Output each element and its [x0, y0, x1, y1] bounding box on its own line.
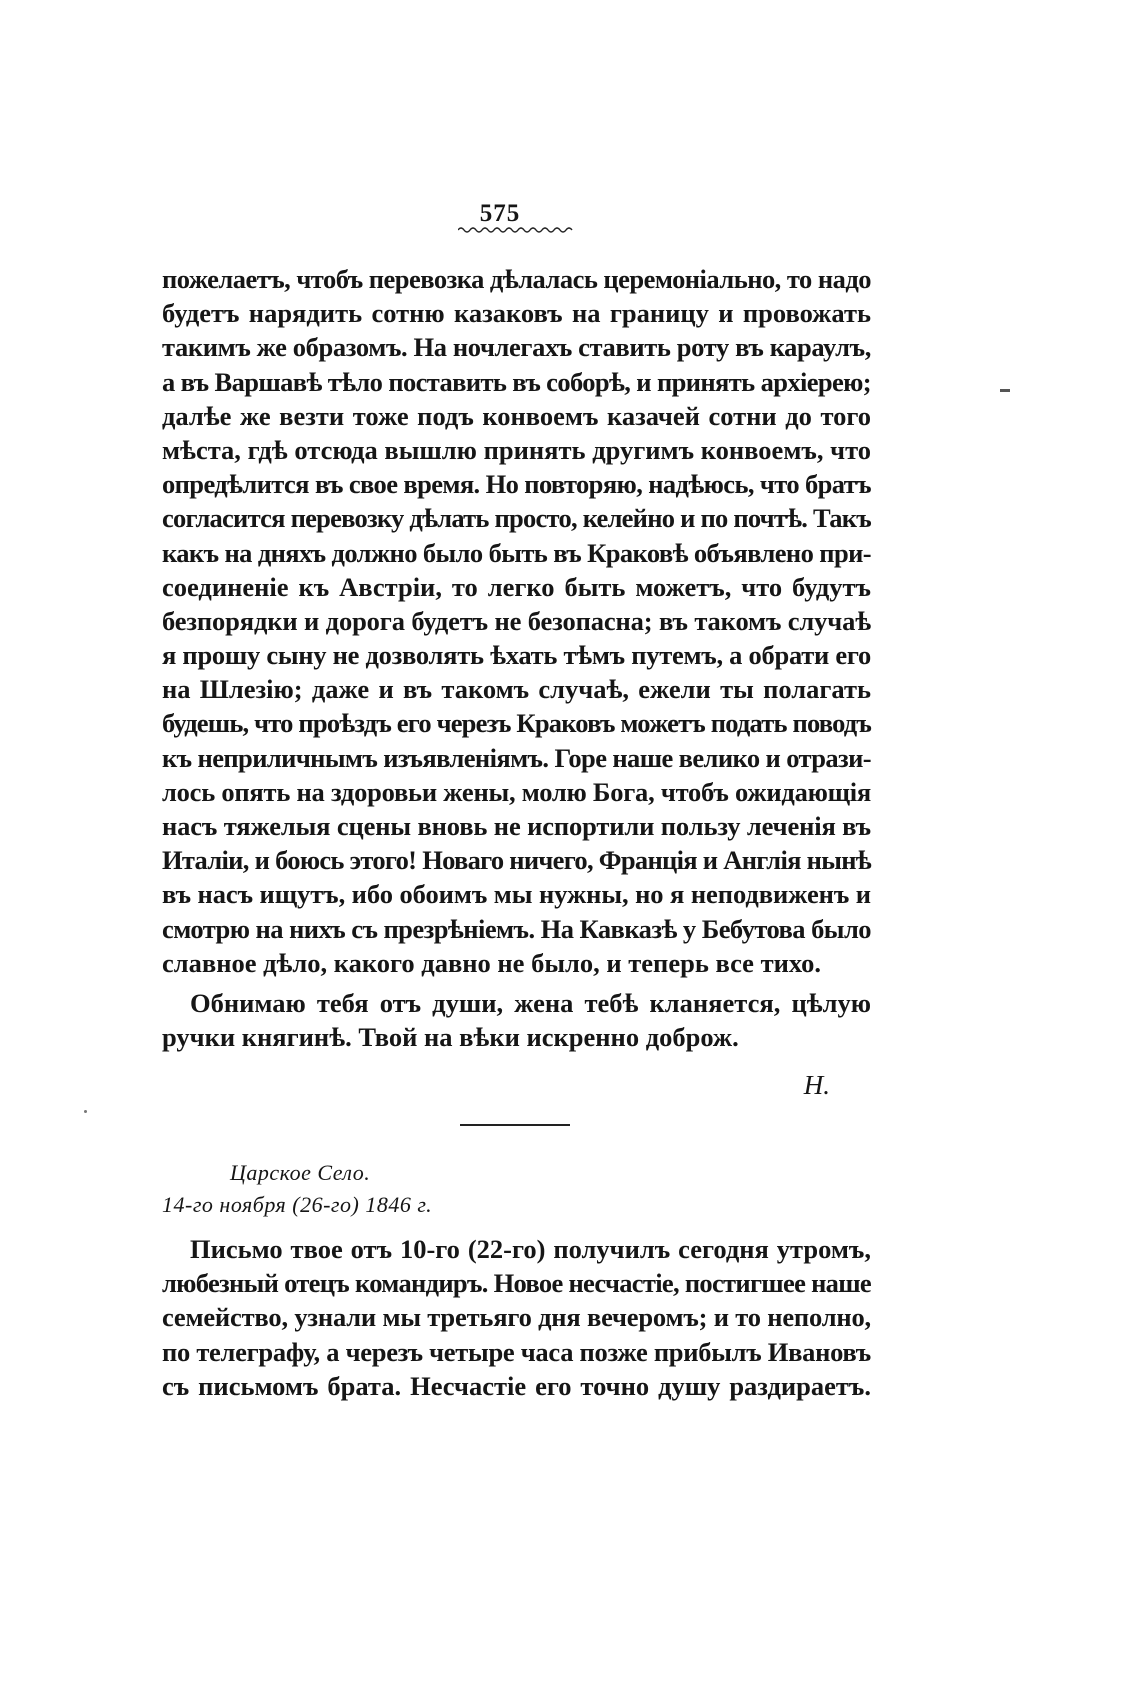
paragraph-new-letter: [162, 1232, 871, 1403]
text-line: будешь, что проѣздъ его черезъ Краковъ можетъ подать поводъ: [162, 708, 871, 739]
text-line: такимъ же образомъ. На ночлегахъ ставить роту въ караулъ,: [162, 332, 871, 363]
text-line: безпорядки и дорога будетъ не безопасна; въ такомъ случаѣ: [162, 605, 871, 636]
text-line: любезный отецъ командиръ. Новое несчастіе, постигшее наше: [162, 1268, 871, 1299]
paragraph-closing: [162, 986, 871, 1054]
section-divider: [460, 1124, 570, 1126]
text-line: мѣста, гдѣ отсюда вышлю принять другимъ конвоемъ, что: [162, 434, 871, 465]
text-line: съ письмомъ брата. Несчастіе его точно душу раздираетъ.: [162, 1370, 871, 1401]
text-line: далѣе же везти тоже подъ конвоемъ казачей сотни до того: [162, 400, 871, 431]
text-line: ручки княгинѣ. Твой на вѣки искренно доброж.: [162, 1022, 739, 1053]
text-line: въ насъ ищутъ, ибо обоимъ мы нужны, но я неподвиженъ и: [162, 879, 871, 910]
text-line: будетъ нарядить сотню казаковъ на границу и провожать: [162, 298, 871, 329]
text-line: соединеніе къ Австріи, то легко быть можетъ, что будутъ: [162, 571, 871, 602]
text-line: насъ тяжелыя сцены вновь не испортили пользу леченія въ: [162, 811, 871, 841]
text-line: Италіи, и боюсь этого! Новаго ничего, Франція и Англія нынѣ: [162, 845, 871, 876]
text-line: лось опять на здоровьи жены, молю Бога, чтобъ ожидающія: [162, 776, 871, 807]
page-number: 575: [479, 200, 521, 227]
text-line: согласится перевозку дѣлать просто, келейно и по почтѣ. Такъ: [162, 503, 871, 534]
signature: Н.: [803, 1070, 830, 1100]
text-line: смотрю на нихъ съ презрѣніемъ. На Кавказѣ у Бебутова было: [162, 913, 871, 944]
margin-mark: [1000, 389, 1010, 392]
text-line: Обнимаю тебя отъ души, жена тебѣ кланяется, цѣлую: [190, 988, 871, 1018]
text-line: семейство, узнали мы третьяго дня вечеромъ; и то неполно,: [162, 1302, 871, 1333]
letter-date: 14-го ноября (26-го) 1846 г.: [162, 1192, 433, 1217]
text-line: славное дѣло, какого давно не было, и теперь все тихо.: [162, 947, 821, 978]
text-line: на Шлезію; даже и въ такомъ случаѣ, ежели ты полагать: [162, 674, 871, 705]
text-line: опредѣлится въ свое время. Но повторяю, надѣюсь, что братъ: [162, 469, 871, 500]
scan-speck: [84, 1110, 87, 1113]
text-line: пожелаетъ, чтобъ перевозка дѣлалась церемоніально, то надо: [162, 264, 871, 294]
text-line: а въ Варшавѣ тѣло поставить въ соборѣ, и принять архіерею;: [162, 366, 871, 397]
text-line: къ неприличнымъ изъявленіямъ. Горе наше велико и отрази-: [162, 742, 871, 773]
letter-place: Царское Село.: [230, 1160, 371, 1185]
text-line: какъ на дняхъ должно было быть въ Краковѣ объявлено при-: [162, 537, 871, 568]
text-line: я прошу сыну не дозволять ѣхать тѣмъ путемъ, а обрати его: [162, 640, 871, 671]
text-line: по телеграфу, а черезъ четыре часа позже прибылъ Ивановъ: [162, 1336, 871, 1367]
text-line: Письмо твое отъ 10-го (22-го) получилъ сегодня утромъ,: [190, 1234, 871, 1264]
page-number-ornament: [458, 226, 574, 234]
paragraph-continuation: [162, 262, 871, 980]
